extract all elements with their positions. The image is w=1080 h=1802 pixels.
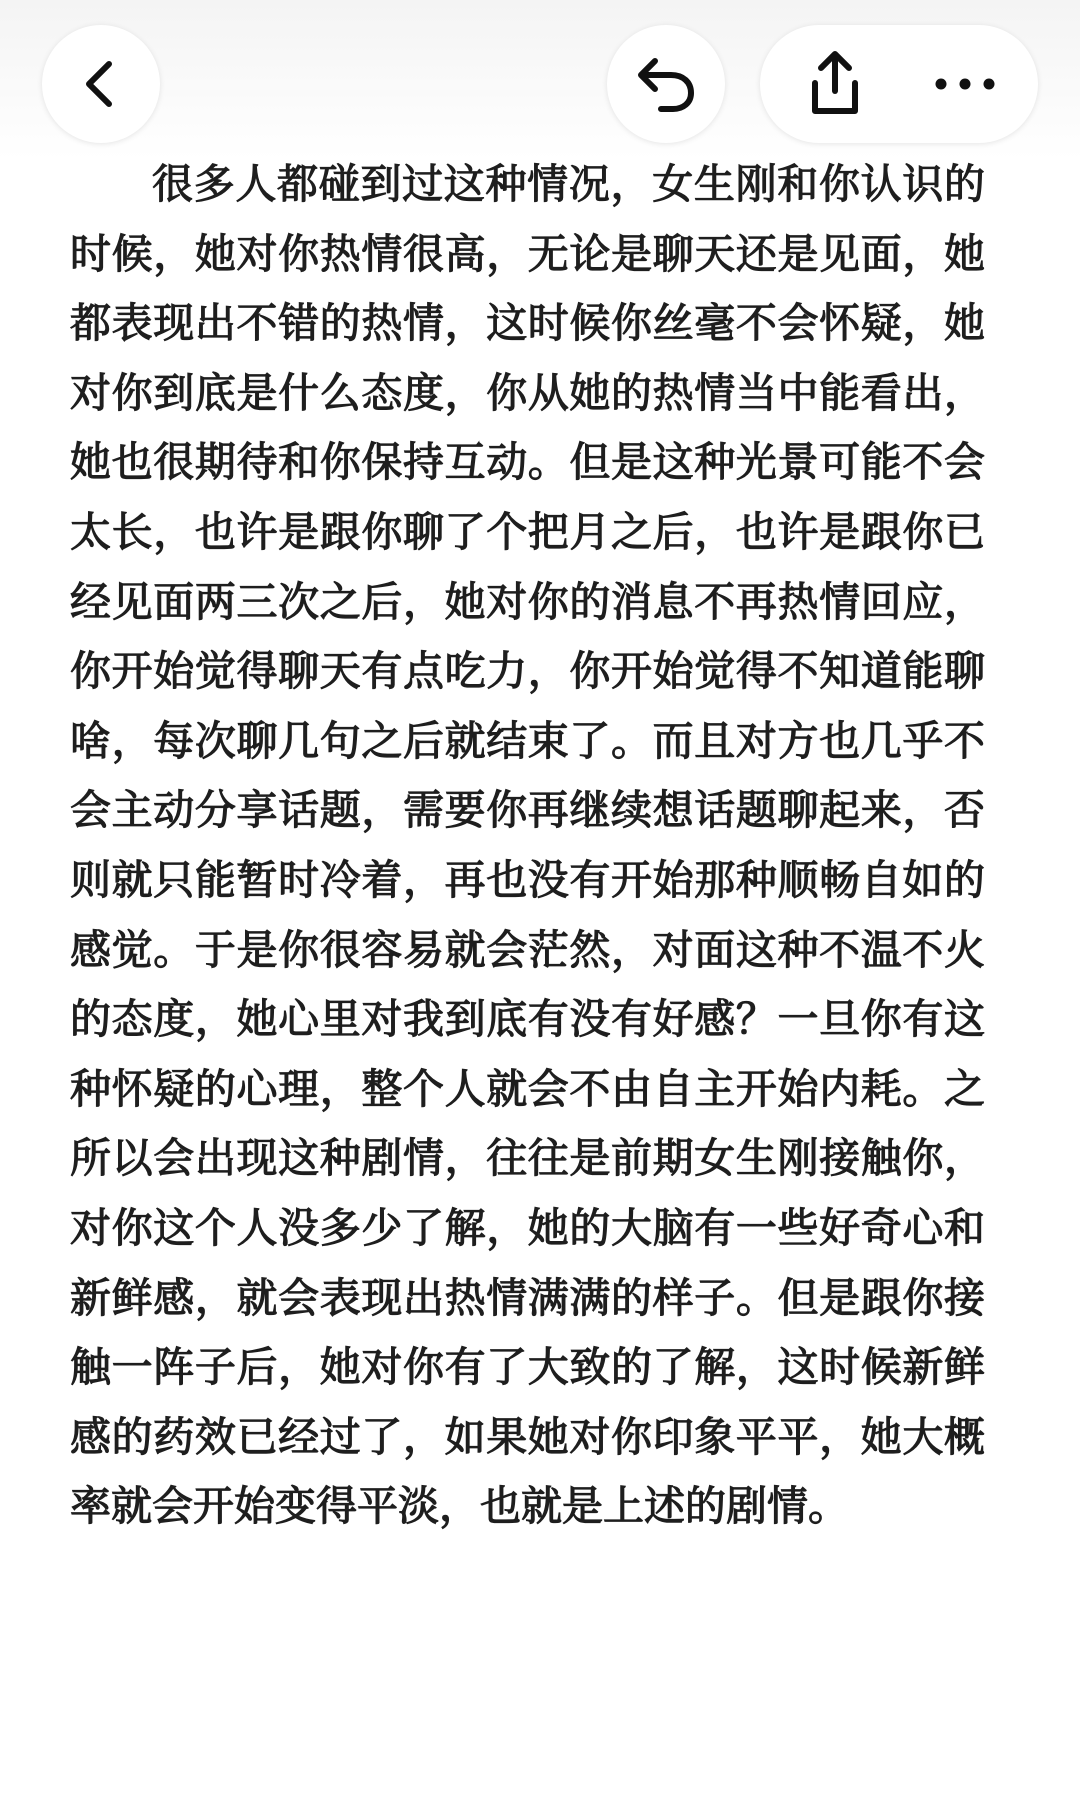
undo-button-container (607, 25, 725, 143)
back-button-container (42, 25, 160, 143)
undo-button[interactable] (607, 25, 725, 143)
more-horizontal-icon (933, 74, 997, 94)
action-button-group (760, 25, 1038, 143)
undo-arrow-icon (633, 51, 699, 117)
back-button[interactable] (42, 25, 160, 143)
share-button[interactable] (780, 25, 890, 143)
article-body-text: 很多人都碰到过这种情况，女生刚和你认识的时候，她对你热情很高，无论是聊天还是见面，她都表现出不错的热情，这时候你丝毫不会怀疑，她对你到底是什么态度，你从她的热情当中能看出，她也很期待和你保持互动。但是这种光景可能不会太长，也许是跟你聊了个把月之后，也许是跟你已经见面两三次之后，她对你的消息不再热情回应，你开始觉得聊天有点吃力，你开始觉得不知道能聊啥，每次聊几句之后就结束了。而且对方也几乎不会主动分享话题，需要你再继续想话题聊起来，否则就只能暂时冷着，再也没有开始那种顺畅自如的感觉。于是你很容易就会茫然，对面这种不温不火的态度，她心里对我到底有没有好感？一旦你有这种怀疑的心理，整个人就会不由自主开始内耗。之所以会出现这种剧情，往往是前期女生刚接触你，对你这个人没多少了解，她的大脑有一些好奇心和新鲜感，就会表现出热情满满的样子。但是跟你接触一阵子后，她对你有了大致的了解，这时候新鲜感的药效已经过了，如果她对你印象平平，她大概率就会开始变得平淡，也就是上述的剧情。 (70, 160, 985, 1531)
share-icon (803, 49, 867, 119)
chevron-left-icon (73, 56, 129, 112)
more-options-button[interactable] (910, 25, 1020, 143)
